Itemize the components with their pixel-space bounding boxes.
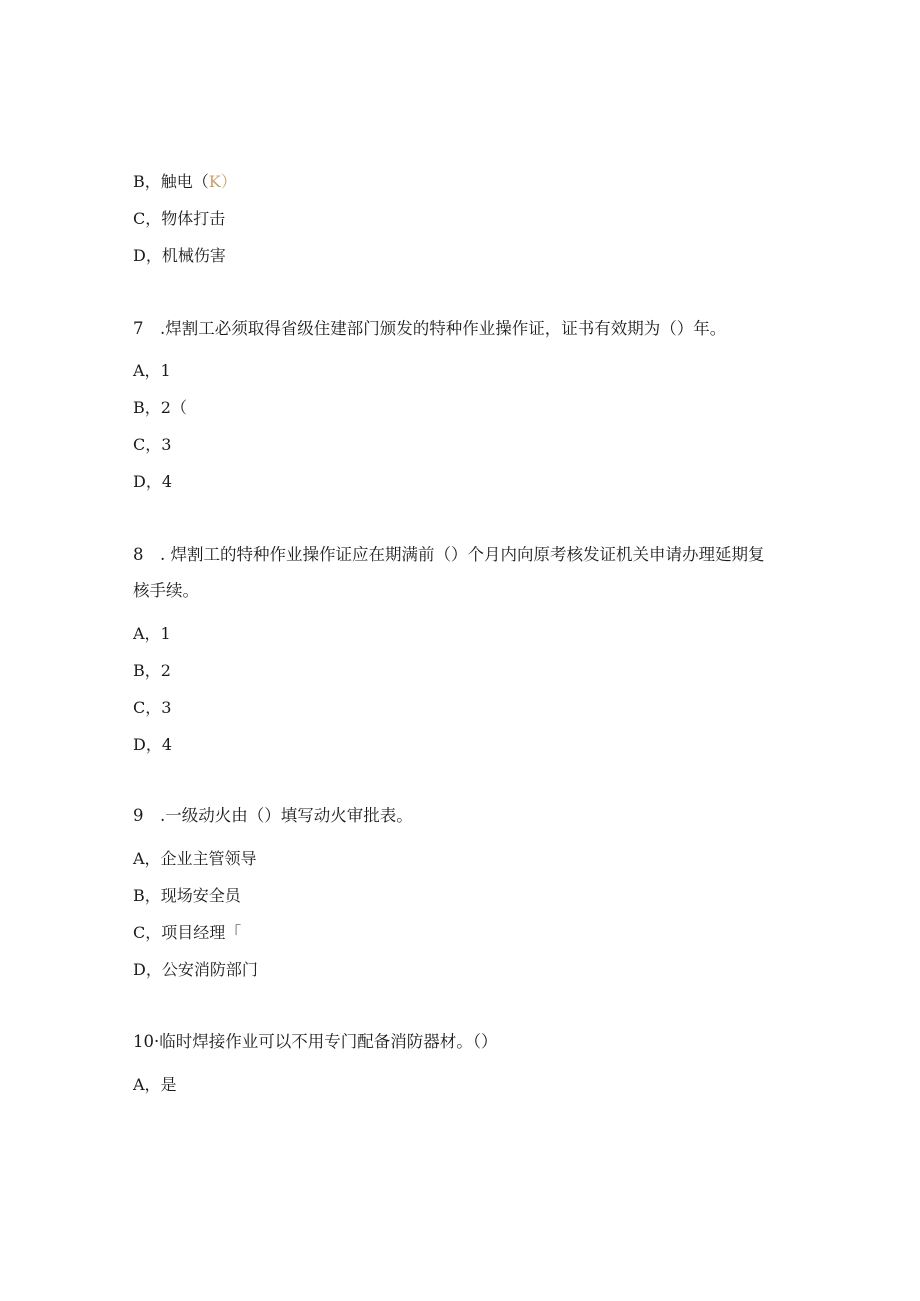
question-9-option-c: C，项目经理「 bbox=[133, 923, 242, 942]
option-b-electric-shock bbox=[133, 172, 237, 192]
question-8-option-d: D，4 bbox=[133, 735, 173, 754]
option-d-mechanical-injury: D，机械伤害 bbox=[133, 246, 226, 265]
question-9-option-b: B，现场安全员 bbox=[133, 886, 241, 905]
question-8-option-c: C，3 bbox=[133, 698, 172, 717]
question-8-option-a: A，1 bbox=[133, 624, 171, 643]
question-9-option-d: D，公安消防部门 bbox=[133, 960, 258, 979]
question-7-option-a: A，1 bbox=[133, 361, 171, 380]
question-7-text: 7 .焊割工必须取得省级住建部门颁发的特种作业操作证，证书有效期为（）年。 bbox=[133, 319, 727, 338]
question-7-option-c: C，3 bbox=[133, 435, 172, 454]
question-8-text-line-2: 核手续。 bbox=[133, 581, 199, 600]
option-text: B，触电（ bbox=[133, 172, 209, 191]
question-7-option-b: B，2（ bbox=[133, 398, 187, 417]
handwritten-mark: K） bbox=[208, 172, 237, 191]
option-c-object-strike: C，物体打击 bbox=[133, 209, 226, 228]
question-8-option-b: B，2 bbox=[133, 661, 171, 680]
question-7-option-d: D，4 bbox=[133, 472, 173, 491]
question-10-text: 10·临时焊接作业可以不用专门配备消防器材。（） bbox=[133, 1032, 498, 1051]
question-8-text-line-1: 8 . 焊割工的特种作业操作证应在期满前（）个月内向原考核发证机关申请办理延期复 bbox=[133, 545, 765, 564]
question-9-option-a: A，企业主管领导 bbox=[133, 849, 257, 868]
question-10-option-a: A，是 bbox=[133, 1075, 177, 1094]
question-9-text: 9 .一级动火由（）填写动火审批表。 bbox=[133, 806, 413, 825]
